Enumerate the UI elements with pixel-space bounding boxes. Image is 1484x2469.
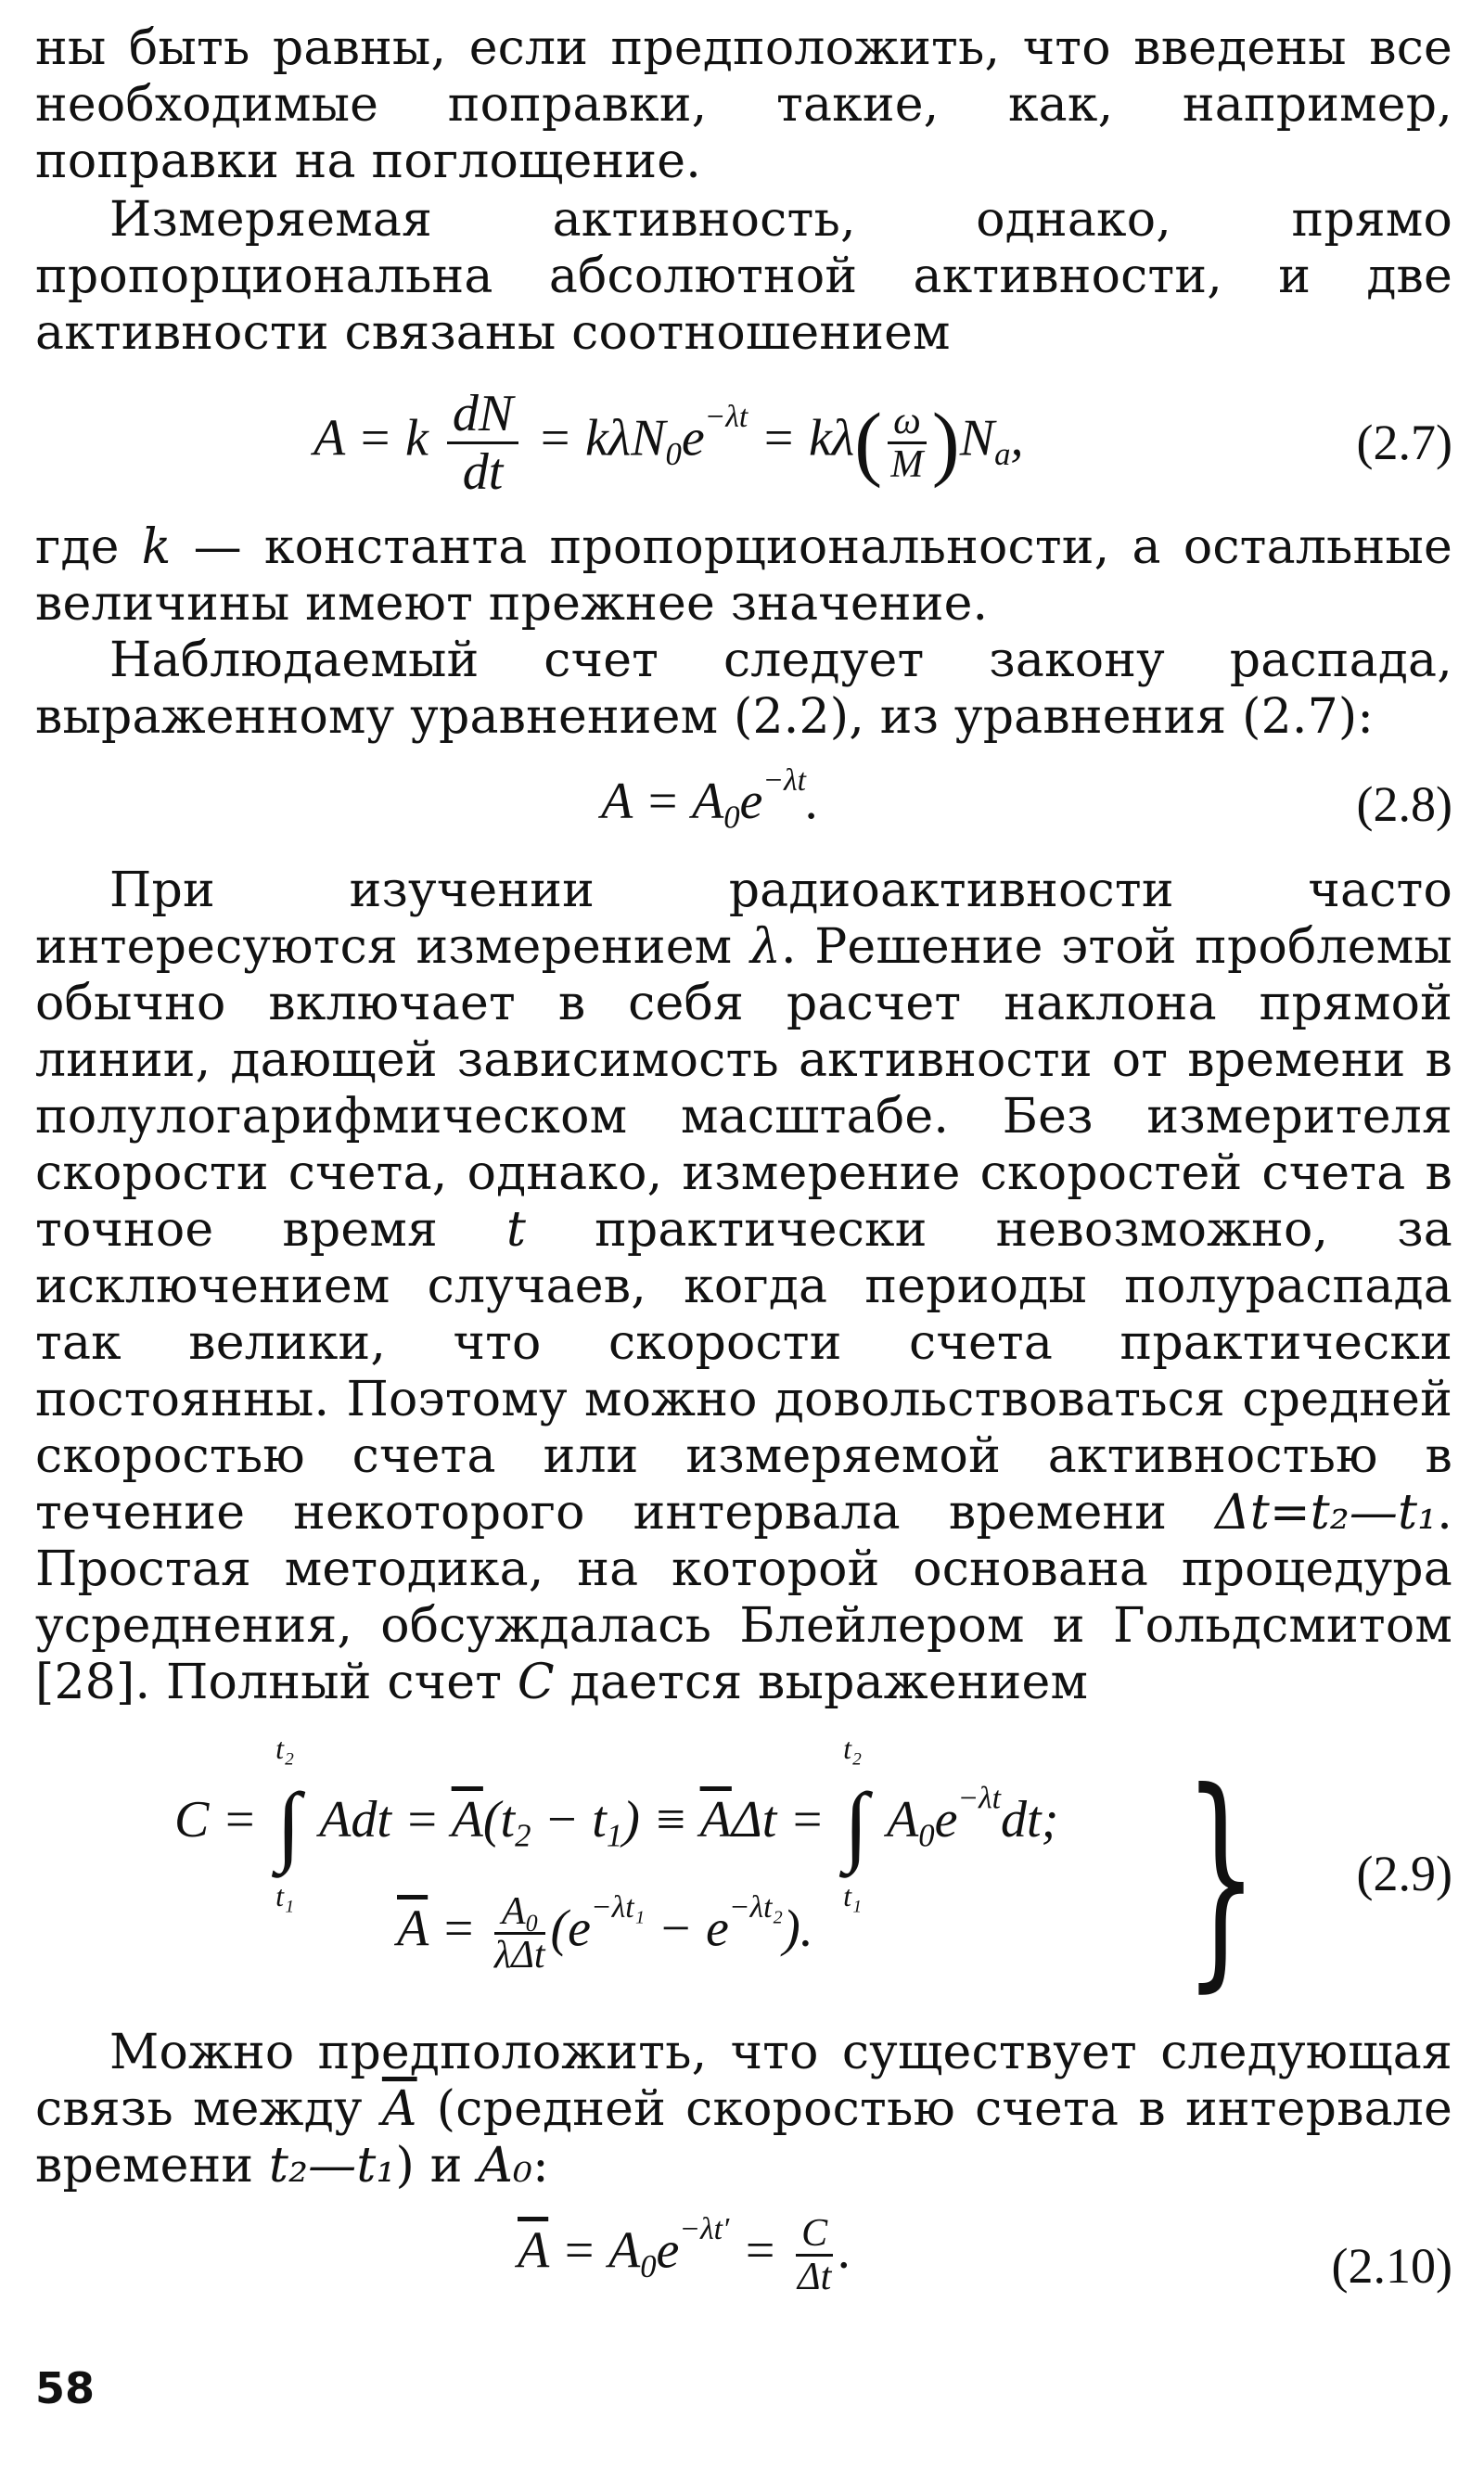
paragraph-5: При изучении радиоактивности часто интересуются измерением λ. Решение этой проблемы обычно включает в себя расчет наклона прямой линии, дающей зависимость активности от времени в полулогарифмическом масштабе. Без измерителя скорости счета, однако, измерение скоростей счета в точное время t практически невозможно, за исключением случаев, когда периоды полураспада так велики, что скорости счета практически постоянны. Поэтому можно довольствоваться средней скоростью счета или измеряемой активностью в течение некоторого интервала времени Δt=t₂—t₁. Простая методика, на которой основана процедура усреднения, обсуждалась Блейлером и Гольдсмитом [28]. Полный счет C дается выражением <box>35 863 1452 1710</box>
paragraph-1: ны быть равны, если предположить, что введены все необходимые поправки, такие, как, например, поправки на поглощение. <box>35 20 1452 189</box>
equation-number: (2.10) <box>1331 2238 1452 2294</box>
brace-icon: } <box>1183 1742 1259 2012</box>
equation-2-9: C = t₂ ∫ t₁ Adt = $\overline{A}(t_2 - t_1) \equiv \overline{A}\Delta t$ = t₂ ∫ t₁ $A_0e^{-\lambda t}dt$; $\overline{A}$ = $\frac{A_0}{\text{λΔt}}$ $(e^{-\lambda t_1} - e^{-\lambda t_2})$. } (2.9) <box>174 1732 1452 2012</box>
equation-2-10: $\overline{A} = A_0e^{-\lambda t'}$ = $\frac{C}{\Delta t}$ . (2.10) <box>518 2212 1452 2298</box>
paragraph-6: Можно предположить, что существует следующая связь между $\overline{A}$ (средней скоростью счета в интервале времени t₂—t₁) и A₀: <box>35 2025 1452 2194</box>
equation-2-7: A = k $\frac{dN}{dt}$ = $k\lambda N_0e^{-\lambda t} = k\lambda$( $\frac{\omega}{M}$ )$N_a$, (2.7) <box>313 385 1452 501</box>
equation-number: (2.7) <box>1356 415 1452 470</box>
page-number: 58 <box>35 2363 96 2413</box>
paragraph-2: Измеряемая активность, однако, прямо пропорциональна абсолютной активности, и две активности связаны соотношением <box>35 192 1452 361</box>
paragraph-4: Наблюдаемый счет следует закону распада, выраженному уравнением (2.2), из уравнения (2.7): <box>35 633 1452 745</box>
equation-2-8: $A = A_0e^{-\lambda t}$. (2.8) <box>601 762 1452 836</box>
paragraph-3: где k — константа пропорциональности, а остальные величины имеют прежнее значение. <box>35 519 1452 632</box>
page-body <box>35 20 1452 2339</box>
equation-number: (2.8) <box>1356 776 1452 832</box>
equation-number: (2.9) <box>1356 1846 1452 1901</box>
